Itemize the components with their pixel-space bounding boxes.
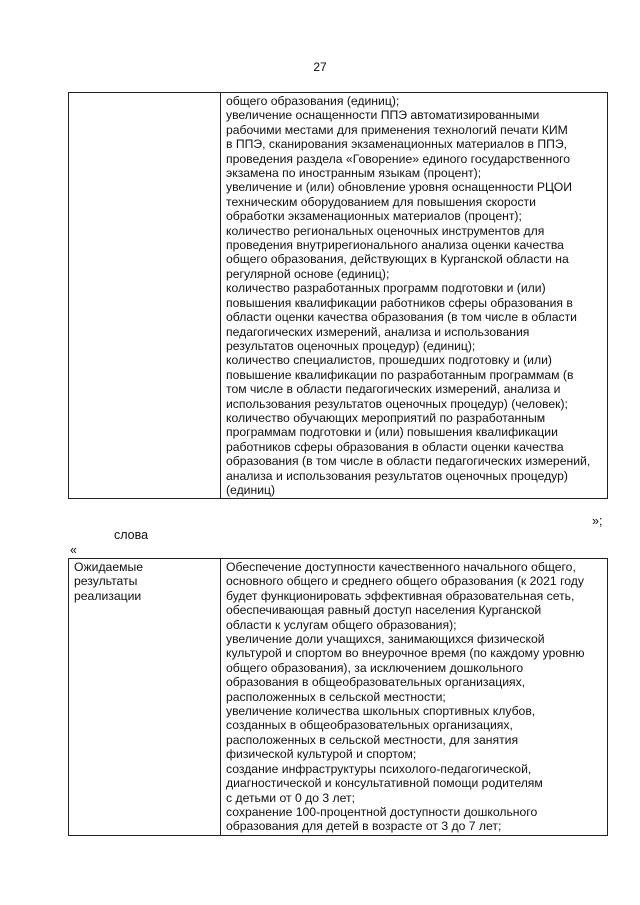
text-line: педагогических измерений, анализа и использования [226,324,530,339]
text-line: (единиц) [226,482,276,497]
text-line: культурой и спортом во внеурочное время (по каждому уровню [226,646,585,661]
table-row [69,93,608,499]
text-line: увеличение оснащенности ППЭ автоматизированными [226,108,540,123]
expected-results-table [68,558,608,836]
table1-indicators-cell [221,93,608,499]
text-line: расположенных в сельской местности; [226,689,446,704]
expected-results-label-cell [69,559,221,836]
text-line: увеличение и (или) обновление уровня оснащенности РЦОИ [226,180,573,195]
text-line: сохранение 100-процентной доступности дошкольного [226,804,538,819]
text-line: общего образования), за исключением дошкольного [226,660,524,675]
text-line: увеличение доли учащихся, занимающихся физической [226,632,545,647]
table1-left-cell [69,93,221,499]
text-line: повышение квалификации по разработанным программам (в [226,367,574,382]
text-line: диагностической и консультативной помощи родителям [226,776,543,791]
text-line: регулярной основе (единиц); [226,266,390,281]
text-line: увеличение количества школьных спортивных клубов, [226,704,536,719]
label-line: Ожидаемые [74,560,144,574]
text-line: с детьми от 0 до 3 лет; [226,790,356,805]
text-line: расположенных в сельской местности, для занятия [226,732,519,747]
label-line: реализации [74,588,142,603]
text-line: количество специалистов, прошедших подготовку и (или) [226,353,552,368]
text-line: физической культурой и спортом; [226,747,417,762]
text-line: количество обучающих мероприятий по разработанным [226,410,546,425]
opening-quote: « [70,543,77,557]
text-line: области оценки качества образования (в том числе в области [226,310,577,325]
text-line: обработки экзаменационных материалов (процент); [226,209,522,224]
text-line: созданных в общеобразовательных организациях, [226,718,513,733]
closing-quote: »; [592,514,603,528]
text-line: будет функционировать эффективная образовательная сеть, [226,588,575,603]
text-line: основного общего и среднего общего образования (к 2021 году [226,574,584,589]
text-line: образования в общеобразовательных организациях, [226,675,526,690]
expected-results-text-cell [221,559,608,836]
text-line: проведения внутрирегионального анализа оценки качества [226,238,564,253]
text-line: общего образования (единиц); [226,94,400,108]
text-line: техническим оборудованием для повышения скорости [226,194,536,209]
text-line: образования для детей в возрасте от 3 до 7 лет; [226,819,502,834]
text-line: работников сферы образования в области оценки качества [226,439,564,454]
text-line: экзамена по иностранным языкам (процент); [226,166,482,181]
text-line: количество разработанных программ подготовки и (или) [226,281,546,296]
text-line: образования (в том числе в области педагогических измерений, [226,454,591,469]
page-number: 27 [313,60,327,74]
text-line: проведения раздела «Говорение» единого государственного [226,151,571,166]
text-line: в ППЭ, сканирования экзаменационных материалов в ППЭ, [226,137,567,152]
text-line: использования результатов оценочных процедур) (человек); [226,396,568,411]
text-line: рабочими местами для применения технологий печати КИМ [226,122,568,137]
text-line: области к услугам общего образования); [226,617,457,632]
table-row [69,559,608,836]
text-line: Обеспечение доступности качественного начального общего, [226,560,576,574]
slova-word: слова [114,528,149,542]
text-line: повышения квалификации работников сферы образования в [226,295,573,310]
text-line: программам подготовки и (или) повышения квалификации [226,425,558,440]
text-line: количество региональных оценочных инструментов для [226,223,545,238]
text-line: обеспечивающая равный доступ населения Курганской [226,603,542,618]
text-line: анализа и использования результатов оценочных процедур) [226,468,568,483]
text-line: создание инфраструктуры психолого-педагогической, [226,761,532,776]
label-line: результаты [74,574,138,589]
indicators-table-continued [68,92,608,499]
text-line: том числе в области педагогических измерений, анализа и [226,382,561,397]
text-line: общего образования, действующих в Курганской области на [226,252,569,267]
text-line: результатов оценочных процедур) (единиц); [226,338,476,353]
